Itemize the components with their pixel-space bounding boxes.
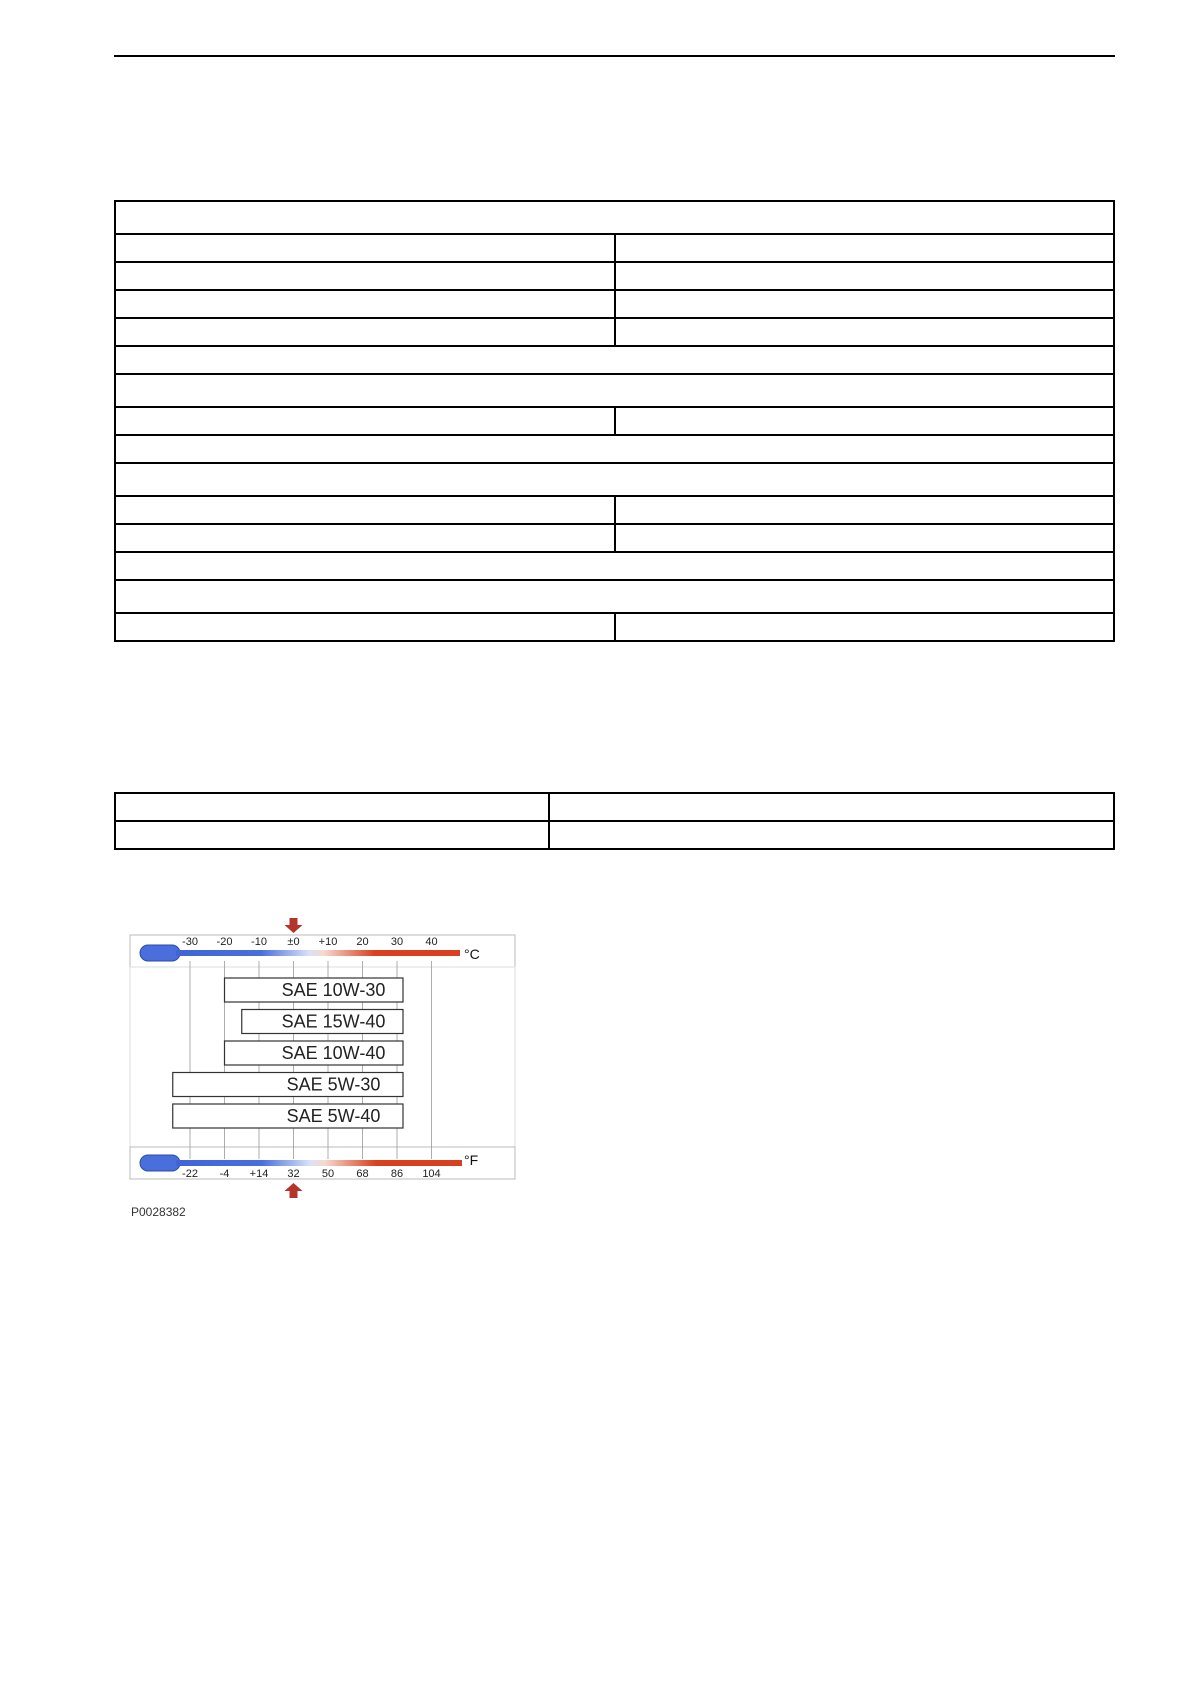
table-row	[115, 262, 1114, 290]
celsius-tick-label: 20	[356, 936, 369, 948]
fahrenheit-tick-label: -22	[182, 1168, 198, 1180]
oil-grade-label: SAE 10W-30	[281, 980, 386, 1000]
oil-grade-bar	[225, 978, 404, 1002]
celsius-tick-label: +10	[318, 936, 338, 948]
fahrenheit-tick-label: 32	[287, 1168, 300, 1180]
fahrenheit-tick-label: 86	[390, 1168, 404, 1180]
oil-grade-bar	[173, 1104, 403, 1128]
oil-grade-label: SAE 5W-30	[286, 1074, 381, 1095]
celsius-tick-label: -10	[251, 936, 267, 948]
oil-grade-bar	[225, 1041, 404, 1065]
table-cell	[115, 346, 1114, 374]
table-cell	[115, 793, 549, 821]
oil-viscosity-figure	[110, 915, 530, 1215]
oil-grade-bar	[242, 1010, 403, 1034]
table-cell	[115, 407, 615, 435]
table-row	[115, 201, 1114, 234]
celsius-tick-label: -20	[216, 936, 233, 948]
table-cell	[115, 552, 1114, 580]
table-row	[115, 374, 1114, 407]
freezing-point-arrow-top-icon	[285, 918, 303, 933]
oil-grade-label: SAE 15W-40	[281, 1011, 386, 1032]
table-row	[115, 290, 1114, 318]
table-row	[115, 821, 1114, 849]
table-cell	[115, 821, 549, 849]
table-cell	[615, 496, 1115, 524]
celsius-tick-label: 30	[390, 936, 404, 948]
table-cell	[115, 262, 615, 290]
table-cell	[615, 290, 1115, 318]
fahrenheit-tick-label: 50	[321, 1168, 335, 1180]
celsius-unit-label: °C	[464, 946, 480, 962]
freezing-point-arrow-bottom-icon	[285, 1183, 303, 1198]
header-rule	[114, 55, 1115, 57]
table-cell	[115, 580, 1114, 613]
table-row	[115, 793, 1114, 821]
celsius-tick-label: -30	[182, 936, 198, 948]
fahrenheit-tick-label: 104	[422, 1168, 441, 1180]
table-row	[115, 552, 1114, 580]
table-row	[115, 524, 1114, 552]
table-cell	[115, 435, 1114, 463]
oil-grade-label: SAE 5W-40	[286, 1106, 381, 1126]
table-cell	[115, 463, 1114, 496]
table-cell	[615, 234, 1115, 262]
table-row	[115, 318, 1114, 346]
secondary-table	[114, 792, 1115, 850]
table-row	[115, 580, 1114, 613]
table-row	[115, 496, 1114, 524]
table-cell	[549, 821, 1114, 849]
table-cell	[115, 201, 1114, 234]
oil-grade-bar	[173, 1073, 403, 1097]
table-cell	[615, 613, 1115, 641]
table-cell	[115, 496, 615, 524]
table-cell	[615, 318, 1115, 346]
table-cell	[115, 318, 615, 346]
table-row	[115, 613, 1114, 641]
celsius-tick-label: ±0	[287, 936, 300, 948]
viscosity-temperature-chart	[110, 915, 530, 1215]
table-cell	[115, 613, 615, 641]
fahrenheit-tick-label: +14	[249, 1168, 269, 1180]
table-row	[115, 435, 1114, 463]
table-row	[115, 463, 1114, 496]
oil-grade-label: SAE 10W-40	[281, 1043, 386, 1063]
specification-table	[114, 200, 1115, 642]
figure-caption: P0028382	[131, 1205, 186, 1219]
table-cell	[549, 793, 1114, 821]
table-cell	[615, 524, 1115, 552]
fahrenheit-tick-label: -4	[219, 1168, 230, 1180]
table-cell	[115, 290, 615, 318]
table-cell	[615, 262, 1115, 290]
table-row	[115, 346, 1114, 374]
fahrenheit-tick-label: 68	[356, 1168, 369, 1180]
table-row	[115, 407, 1114, 435]
table-cell	[115, 234, 615, 262]
table-cell	[115, 374, 1114, 407]
table-cell	[615, 407, 1115, 435]
table-row	[115, 234, 1114, 262]
fahrenheit-unit-label: °F	[464, 1152, 479, 1168]
celsius-tick-label: 40	[425, 936, 438, 948]
table-cell	[115, 524, 615, 552]
